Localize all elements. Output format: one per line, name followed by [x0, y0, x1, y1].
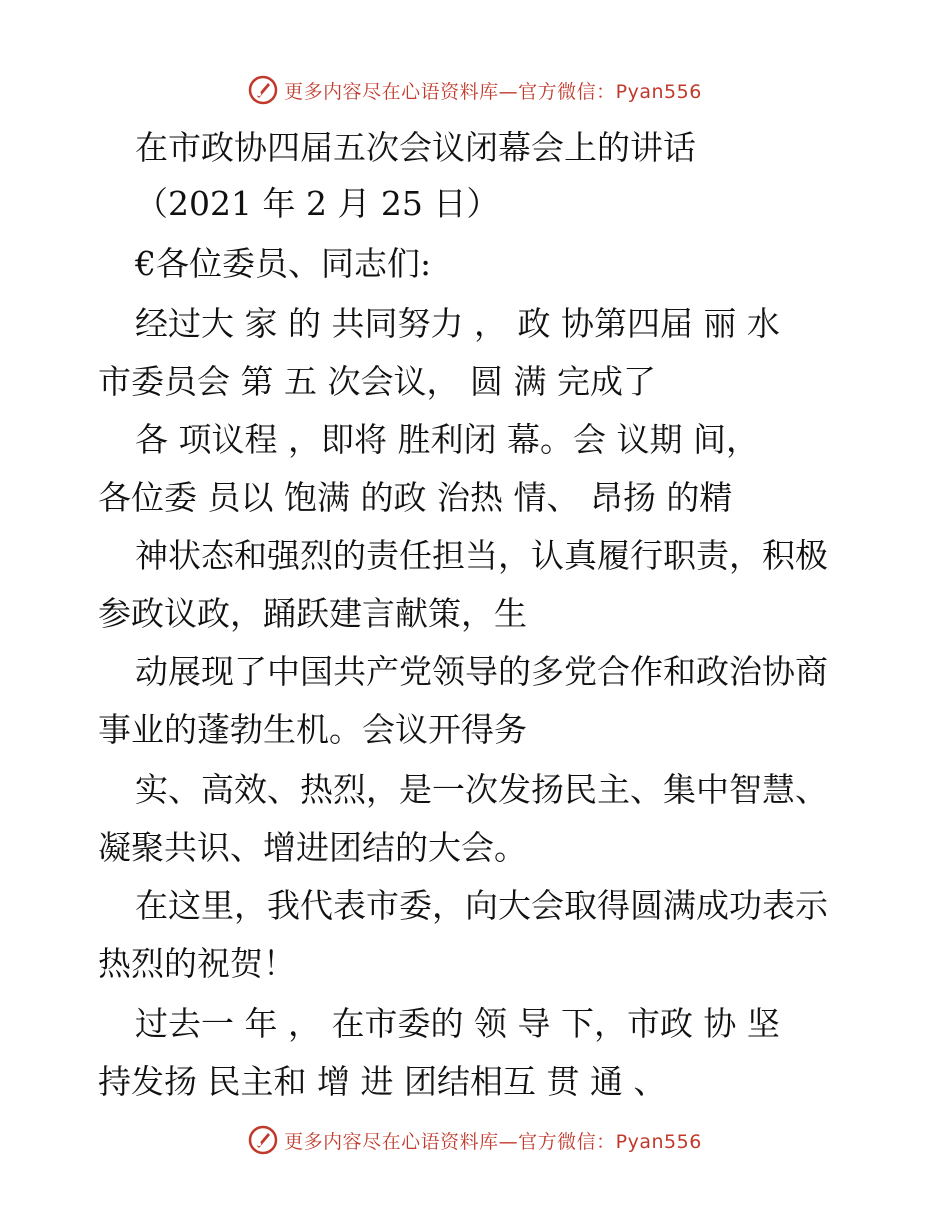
document-title: 在市政协四届五次会议闭幕会上的讲话 — [135, 128, 696, 167]
header-watermark — [0, 70, 950, 110]
body-line: 在这里，我代表市委，向大会取得圆满成功表示 — [135, 886, 828, 925]
document-date: （2021 年 2 月 25 日） — [135, 184, 500, 223]
body-line: 经过大 家 的 共同努力 ， 政 协第四届 丽 水 — [135, 304, 780, 343]
body-line: 凝聚共识、增进团结的大会。 — [98, 828, 527, 867]
watermark-main-text: 更多内容尽在心语资料库 — [284, 80, 499, 103]
body-line: 事业的蓬勃生机。会议开得务 — [98, 710, 527, 749]
body-line: 市委员会 第 五 次会议， 圆 满 完成了 — [98, 362, 656, 401]
watermark-sub-text: —官方微信：Pyan556 — [498, 1130, 702, 1153]
body-line: 持发扬 民主和 增 进 团结相互 贯 通 、 — [98, 1062, 667, 1101]
body-line: 神状态和强烈的责任担当，认真履行职责，积极 — [135, 536, 828, 575]
body-line: 过去一 年 ， 在市委的 领 导 下，市政 协 坚 — [135, 1004, 780, 1043]
body-line: 参政议政，踊跃建言献策，生 — [98, 594, 527, 633]
footer-watermark — [0, 1120, 950, 1160]
body-line: 动展现了中国共产党领导的多党合作和政治协商 — [135, 652, 828, 691]
quill-logo-icon — [248, 75, 278, 105]
body-line: 各 项议程 ，即将 胜利闭 幕。会 议期 间， — [135, 420, 759, 459]
quill-logo-icon — [248, 1125, 278, 1155]
watermark-sub-text: —官方微信：Pyan556 — [498, 80, 702, 103]
body-line: 热烈的祝贺！ — [98, 944, 296, 983]
body-line: 实、高效、热烈，是一次发扬民主、集中智慧、 — [135, 770, 828, 809]
watermark-main-text: 更多内容尽在心语资料库 — [284, 1130, 499, 1153]
body-line: 各位委 员以 饱满 的政 治热 情、 昂扬 的精 — [98, 478, 733, 517]
salutation: €各位委员、同志们: — [135, 244, 432, 283]
